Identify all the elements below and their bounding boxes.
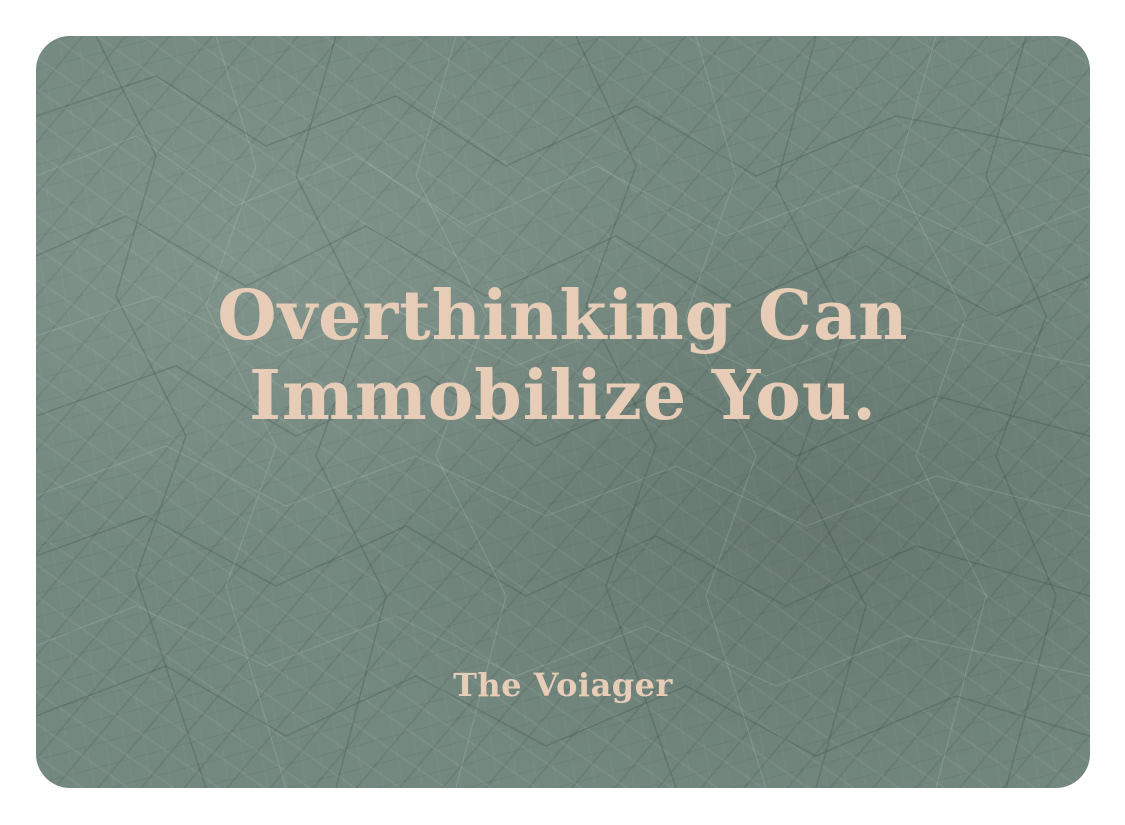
quote-line-2: Immobilize You. bbox=[249, 356, 877, 436]
quote-line-1: Overthinking Can bbox=[217, 276, 909, 356]
author-name: The Voiager bbox=[453, 666, 673, 704]
quote-card bbox=[36, 36, 1090, 788]
quote-text bbox=[36, 276, 1090, 436]
